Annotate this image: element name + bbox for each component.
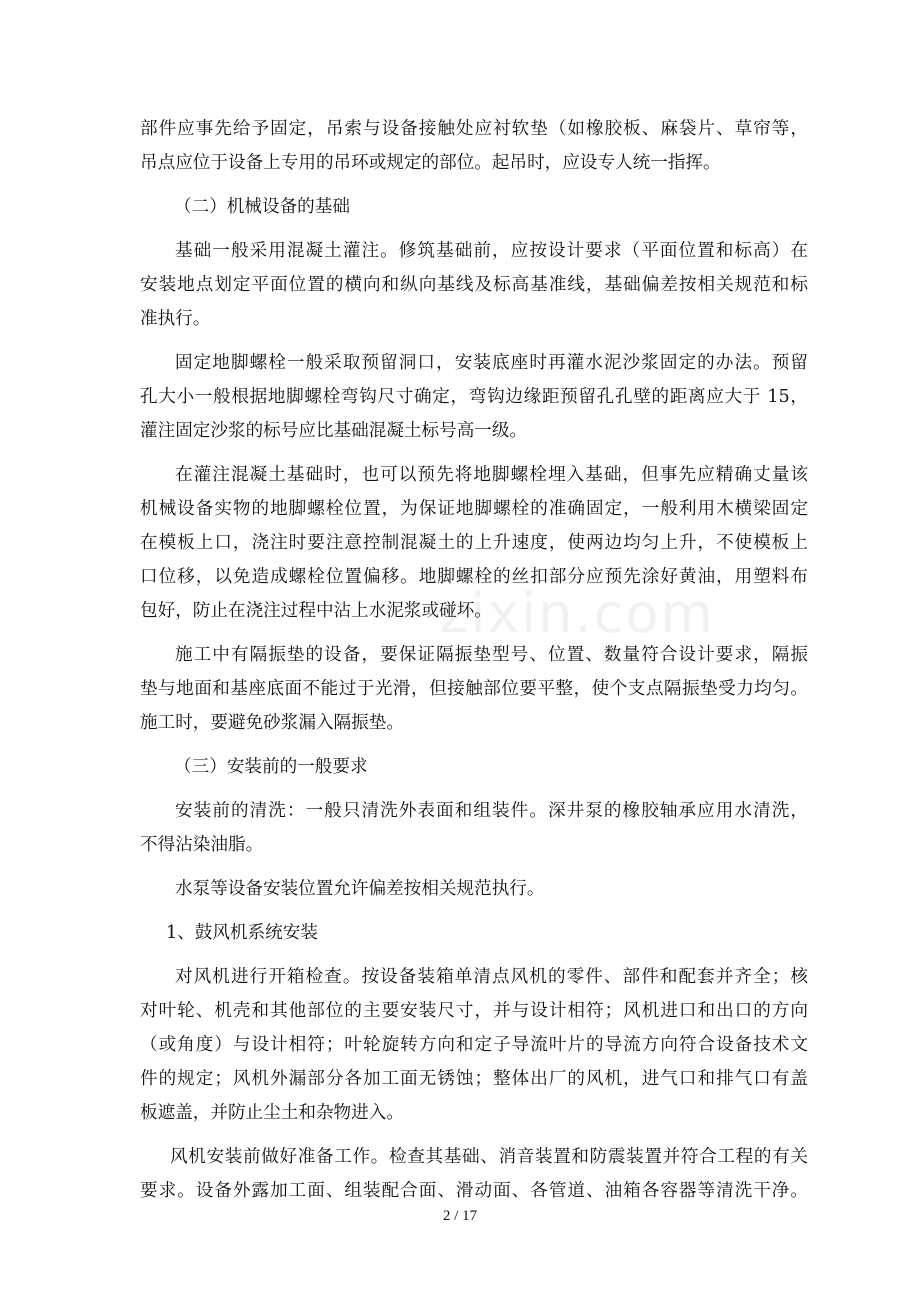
- paragraph-line: 件的规定；风机外漏部分各加工面无锈蚀；整体出厂的风机，进气口和排气口有盖: [140, 1069, 808, 1089]
- paragraph-line: 垫与地面和基座底面不能过于光滑，但接触部位要平整，使个支点隔振垫受力均匀。: [140, 679, 808, 699]
- paragraph-line: 施工时，要避免砂浆漏入隔振垫。: [140, 713, 404, 733]
- watermark: zixin.com: [440, 582, 716, 645]
- paragraph-line: 口位移，以免造成螺栓位置偏移。地脚螺栓的丝扣部分应预先涂好黄油，用塑料布: [140, 567, 808, 587]
- paragraph-line: 在灌注混凝土基础时，也可以预先将地脚螺栓埋入基础，但事先应精确丈量该: [175, 465, 808, 485]
- paragraph-line: 对叶轮、机壳和其他部位的主要安装尺寸，并与设计相符；风机进口和出口的方向: [140, 1001, 808, 1021]
- paragraph-line: 板遮盖，并防止尘土和杂物进入。: [140, 1103, 404, 1123]
- paragraph-line: 安装地点划定平面位置的横向和纵向基线及标高基准线，基础偏差按相关规范和标: [140, 275, 808, 295]
- paragraph-line: 基础一般采用混凝土灌注。修筑基础前，应按设计要求（平面位置和标高）在: [175, 241, 808, 261]
- section-heading: （二）机械设备的基础: [174, 197, 350, 217]
- paragraph-line: 施工中有隔振垫的设备，要保证隔振垫型号、位置、数量符合设计要求，隔振: [175, 645, 808, 665]
- paragraph-line: 在模板上口，浇注时要注意控制混凝土的上升速度，使两边均匀上升，不使模板上: [140, 533, 808, 553]
- paragraph-line: （或角度）与设计相符；叶轮旋转方向和定子导流叶片的导流方向符合设备技术文: [140, 1035, 808, 1055]
- section-heading: （三）安装前的一般要求: [174, 757, 368, 777]
- paragraph-line: 吊点应位于设备上专用的吊环或规定的部位。起吊时，应设专人统一指挥。: [140, 153, 721, 173]
- paragraph-line: 固定地脚螺栓一般采取预留洞口，安装底座时再灌水泥沙浆固定的办法。预留: [175, 353, 808, 373]
- paragraph-line: 包好，防止在浇注过程中沾上水泥浆或碰坏。: [140, 601, 492, 621]
- paragraph-line: 准执行。: [140, 309, 211, 329]
- paragraph-line: 机械设备实物的地脚螺栓位置，为保证地脚螺栓的准确固定，一般利用木横梁固定: [140, 499, 808, 519]
- paragraph-line: 对风机进行开箱检查。按设备装箱单清点风机的零件、部件和配套并齐全；核: [175, 967, 808, 987]
- document-body: [140, 112, 808, 1208]
- paragraph-line: 要求。设备外露加工面、组装配合面、滑动面、各管道、油箱各容器等清洗干净。: [140, 1181, 808, 1201]
- paragraph-line: 风机安装前做好准备工作。检查其基础、消音装置和防震装置并符合工程的有关: [170, 1147, 808, 1167]
- page-number: 2 / 17: [442, 1208, 478, 1224]
- paragraph-line: 灌注固定沙浆的标号应比基础混凝土标号高一级。: [140, 421, 528, 441]
- paragraph-line: 安装前的清洗：一般只清洗外表面和组装件。深井泵的橡胶轴承应用水清洗，: [175, 801, 808, 821]
- paragraph-line: 部件应事先给予固定，吊索与设备接触处应衬软垫（如橡胶板、麻袋片、草帘等，: [140, 119, 808, 139]
- subsection-heading: 1、鼓风机系统安装: [166, 923, 318, 943]
- paragraph-line: 孔大小一般根据地脚螺栓弯钩尺寸确定，弯钩边缘距预留孔孔壁的距离应大于 15，: [140, 387, 808, 407]
- paragraph-line: 不得沾染油脂。: [140, 835, 264, 855]
- paragraph-line: 水泵等设备安装位置允许偏差按相关规范执行。: [175, 879, 545, 899]
